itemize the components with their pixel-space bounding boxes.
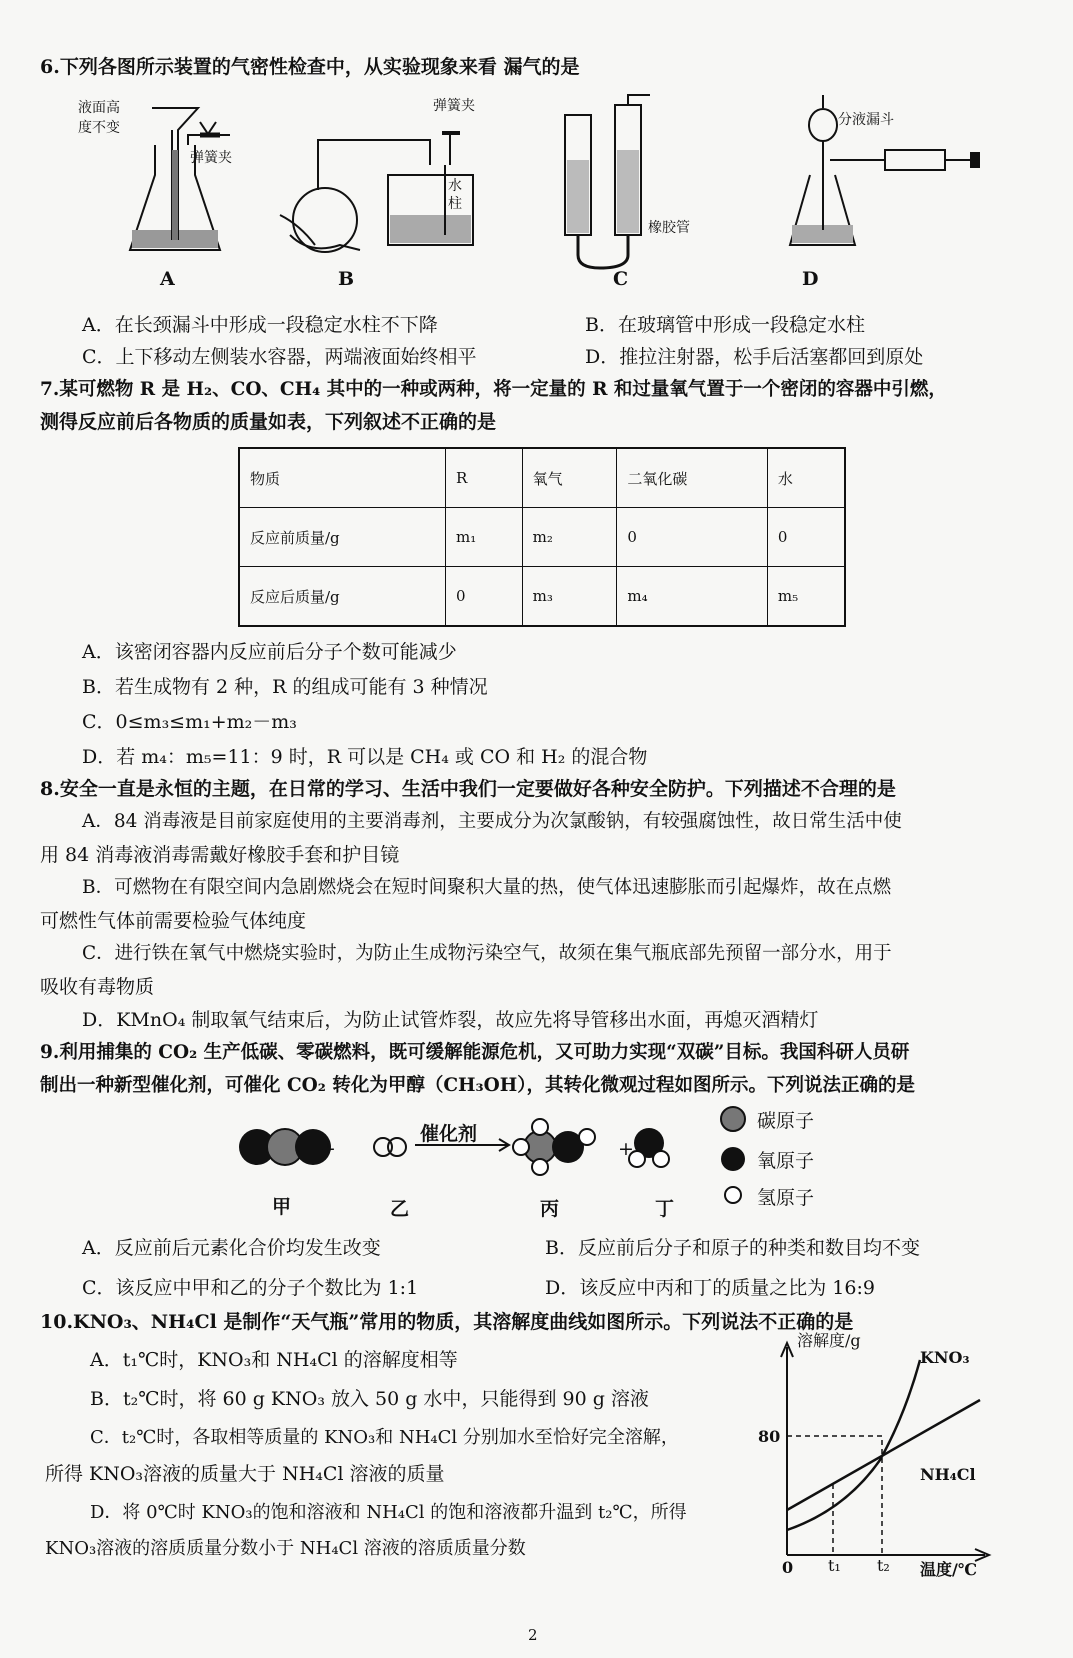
q9-name-jia: 甲 xyxy=(272,1196,292,1218)
table-cell: 物质 xyxy=(239,448,446,508)
table-cell: 二氧化碳 xyxy=(617,448,768,508)
graph-xlabel: 温度/℃ xyxy=(920,1560,978,1579)
q8-option-b-2: 可燃性气体前需要检验气体纯度 xyxy=(40,910,307,932)
q7-option-a: A．该密闭容器内反应前后分子个数可能减少 xyxy=(82,641,457,663)
q8-option-d: D．KMnO₄ 制取氧气结束后，为防止试管炸裂，故应先将导管移出水面，再熄灭酒精灯 xyxy=(82,1009,819,1031)
figure-a-note-2: 度不变 xyxy=(78,120,120,136)
figure-d-funnel-label: 分液漏斗 xyxy=(838,112,894,128)
q6-option-b: B．在玻璃管中形成一段稳定水柱 xyxy=(585,314,865,336)
table-row xyxy=(239,508,845,567)
q10-option-a: A．t₁℃时，KNO₃和 NH₄Cl 的溶解度相等 xyxy=(90,1349,458,1371)
q9-name-ding: 丁 xyxy=(655,1198,675,1220)
q10-option-d-2: KNO₃溶液的溶质质量分数小于 NH₄Cl 溶液的溶质质量分数 xyxy=(45,1538,526,1559)
q8-option-c-2: 吸收有毒物质 xyxy=(40,976,155,998)
figure-a-clip-label: 弹簧夹 xyxy=(190,150,232,166)
q9-name-yi: 乙 xyxy=(390,1198,410,1220)
table-cell: m₁ xyxy=(446,508,523,567)
q10-option-d-1: D．将 0℃时 KNO₃的饱和溶液和 NH₄Cl 的饱和溶液都升温到 t₂℃，所得 xyxy=(90,1502,687,1523)
q9-catalyst: 催化剂 xyxy=(420,1123,478,1145)
graph-nh4cl-label: NH₄Cl xyxy=(920,1465,976,1484)
table-row xyxy=(239,567,845,627)
graph-t1: t₁ xyxy=(828,1556,841,1575)
legend-carbon: 碳原子 xyxy=(757,1110,815,1132)
table-row xyxy=(239,448,845,508)
q9-stem-1: 9.利用捕集的 CO₂ 生产低碳、零碳燃料，既可缓解能源危机，又可助力实现“双碳”目标。我国科研人员研 xyxy=(40,1042,910,1063)
table-cell: 0 xyxy=(617,508,768,567)
table-cell: m₃ xyxy=(522,567,617,627)
graph-ylabel: 溶解度/g xyxy=(797,1331,861,1350)
q9-name-bing: 丙 xyxy=(540,1198,560,1220)
q10-option-c-2: 所得 KNO₃溶液的质量大于 NH₄Cl 溶液的质量 xyxy=(45,1463,445,1485)
q9-option-b: B．反应前后分子和原子的种类和数目均不变 xyxy=(545,1237,920,1259)
figure-c-u-tube xyxy=(560,90,680,270)
q6-option-a: A．在长颈漏斗中形成一段稳定水柱不下降 xyxy=(82,314,438,336)
q10-stem: 10.KNO₃、NH₄Cl 是制作“天气瓶”常用的物质，其溶解度曲线如图所示。下列说法不正确的是 xyxy=(40,1311,854,1333)
table-cell: 反应后质量/g xyxy=(239,567,446,627)
q7-mass-table xyxy=(238,447,846,627)
q10-option-c-1: C．t₂℃时，各取相等质量的 KNO₃和 NH₄Cl 分别加水至恰好完全溶解， xyxy=(90,1427,679,1448)
q7-option-b: B．若生成物有 2 种，R 的组成可能有 3 种情况 xyxy=(82,676,488,698)
table-cell: 0 xyxy=(767,508,845,567)
q8-option-a-1: A．84 消毒液是目前家庭使用的主要消毒剂，主要成分为次氯酸钠，有较强腐蚀性，故日常生活中使 xyxy=(82,811,902,832)
graph-kno3-label: KNO₃ xyxy=(920,1348,970,1367)
table-cell: 0 xyxy=(446,567,523,627)
q8-option-c-1: C．进行铁在氧气中燃烧实验时，为防止生成物污染空气，故须在集气瓶底部先预留一部分水，用于 xyxy=(82,943,892,964)
legend-oxygen: 氧原子 xyxy=(757,1150,815,1172)
table-cell: 水 xyxy=(767,448,845,508)
figure-b-water-2: 柱 xyxy=(448,196,462,212)
q10-option-b: B．t₂℃时，将 60 g KNO₃ 放入 50 g 水中，只能得到 90 g 溶液 xyxy=(90,1388,649,1410)
q8-stem: 8.安全一直是永恒的主题，在日常的学习、生活中我们一定要做好各种安全防护。下列描述不合理的是 xyxy=(40,778,896,800)
figure-b-water-1: 水 xyxy=(448,178,462,194)
figure-c-tube-label: 橡胶管 xyxy=(648,220,690,236)
q7-option-d: D．若 m₄：m₅=11：9 时，R 可以是 CH₄ 或 CO 和 H₂ 的混合物 xyxy=(82,746,648,768)
table-cell: 氧气 xyxy=(522,448,617,508)
q9-option-d: D．该反应中丙和丁的质量之比为 16:9 xyxy=(545,1277,875,1299)
q6-option-d: D．推拉注射器，松手后活塞都回到原处 xyxy=(585,346,924,368)
figure-d-apparatus xyxy=(780,90,1010,260)
table-cell: R xyxy=(446,448,523,508)
q9-legend-symbols xyxy=(720,1105,750,1205)
nh4cl-curve xyxy=(787,1400,980,1510)
figure-b-clip-label: 弹簧夹 xyxy=(433,98,475,114)
q6-stem: 6.下列各图所示装置的气密性检查中，从实验现象来看 漏气的是 xyxy=(40,56,580,78)
q9-option-a: A．反应前后元素化合价均发生改变 xyxy=(82,1237,381,1259)
q8-option-b-1: B．可燃物在有限空间内急剧燃烧会在短时间聚积大量的热，使气体迅速膨胀而引起爆炸，故在点燃 xyxy=(82,877,892,898)
figure-a-note-1: 液面高 xyxy=(78,100,120,116)
graph-t2: t₂ xyxy=(877,1556,890,1575)
q7-stem-2: 测得反应前后各物质的质量如表，下列叙述不正确的是 xyxy=(40,411,497,433)
table-cell: m₄ xyxy=(617,567,768,627)
graph-origin: 0 xyxy=(782,1558,794,1577)
q9-plus-2: + xyxy=(618,1138,634,1160)
q9-option-c: C．该反应中甲和乙的分子个数比为 1:1 xyxy=(82,1277,419,1299)
q9-plus-1: + xyxy=(320,1138,336,1160)
solubility-graph xyxy=(770,1331,1000,1575)
q6-option-c: C．上下移动左侧装水容器，两端液面始终相平 xyxy=(82,346,477,368)
graph-y80: 80 xyxy=(758,1427,781,1446)
table-cell: m₅ xyxy=(767,567,845,627)
q8-option-a-2: 用 84 消毒液消毒需戴好橡胶手套和护目镜 xyxy=(40,844,400,866)
figure-b-label: B xyxy=(338,268,355,290)
figure-a-label: A xyxy=(160,268,175,290)
figure-c-label: C xyxy=(613,268,629,290)
q7-stem-1: 7.某可燃物 R 是 H₂、CO、CH₄ 其中的一种或两种，将一定量的 R 和过量氧气置于一个密闭的容器中引燃， xyxy=(40,379,947,400)
page-number: 2 xyxy=(528,1626,538,1644)
q9-stem-2: 制出一种新型催化剂，可催化 CO₂ 转化为甲醇（CH₃OH），其转化微观过程如图所示。下列说法正确的是 xyxy=(40,1075,915,1096)
figure-d-label: D xyxy=(802,268,819,290)
q7-option-c: C．0≤m₃≤m₁+m₂－m₃ xyxy=(82,711,297,733)
table-cell: m₂ xyxy=(522,508,617,567)
legend-hydrogen: 氢原子 xyxy=(757,1187,815,1209)
table-cell: 反应前质量/g xyxy=(239,508,446,567)
